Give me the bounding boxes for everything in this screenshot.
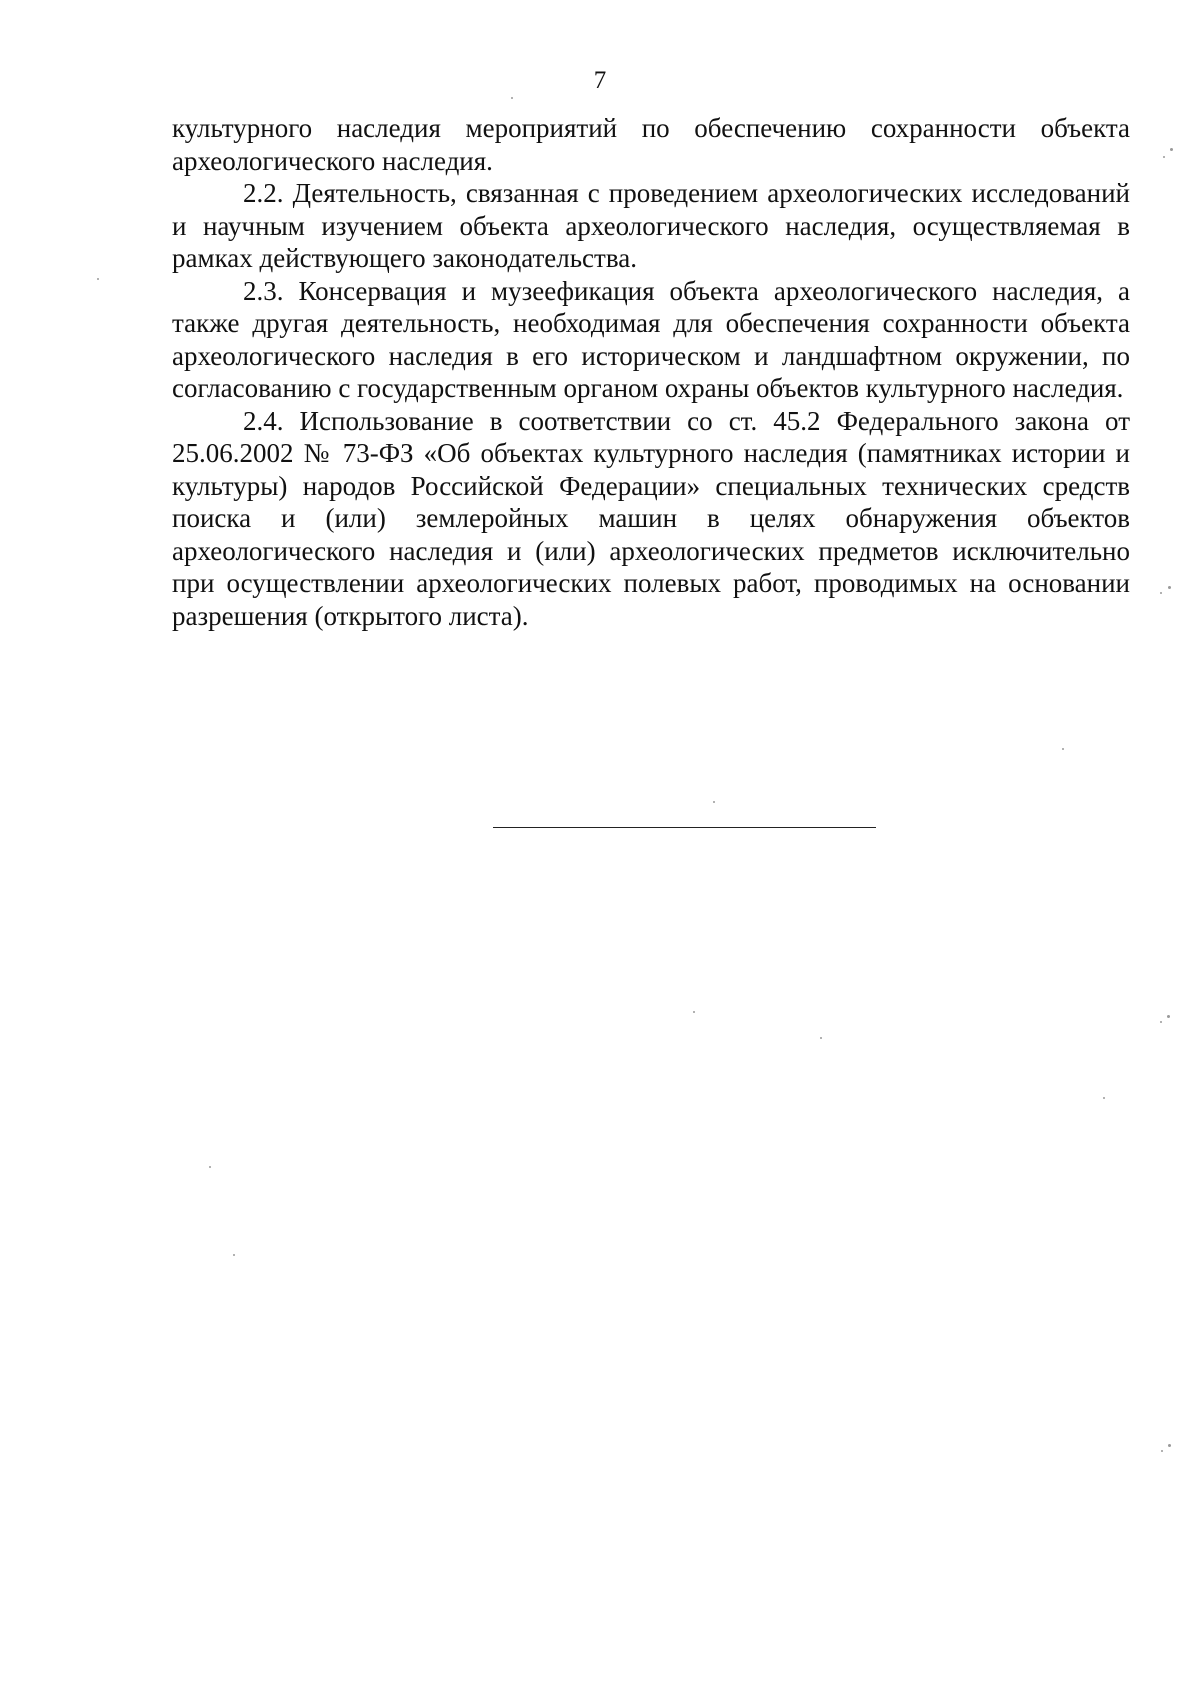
scan-speck	[511, 97, 513, 99]
scan-speck	[233, 1254, 235, 1256]
scan-speck	[97, 278, 99, 280]
scan-speck	[1170, 148, 1173, 151]
paragraph-2-3: 2.3. Консервация и музеефикация объекта археологического наследия, а также другая деятельность, необходимая для обеспечения сохранности объекта археологического наследия в его историческом и ландшафтном окружении, по согласованию с государственным органом охраны объектов культурного наследия.	[172, 275, 1130, 403]
scan-speck	[820, 1037, 822, 1039]
scan-speck	[693, 1011, 695, 1013]
scan-speck	[1161, 1450, 1163, 1452]
scan-speck	[1168, 586, 1171, 589]
scan-speck	[1160, 1021, 1162, 1023]
scan-speck	[209, 1166, 211, 1168]
scan-speck	[1168, 1444, 1171, 1447]
scan-speck	[1160, 592, 1162, 594]
paragraph-2-2: 2.2. Деятельность, связанная с проведением археологических исследований и научным изучением объекта археологического наследия, осуществляемая в рамках действующего законодательства.	[172, 178, 1130, 273]
scan-speck	[713, 801, 715, 803]
scan-speck	[1062, 748, 1064, 750]
end-divider-line	[493, 827, 876, 828]
scan-speck	[1163, 156, 1165, 158]
scan-speck	[1167, 1015, 1170, 1018]
document-body	[172, 112, 1130, 632]
page-number: 7	[593, 67, 607, 94]
scan-speck	[1103, 1097, 1105, 1099]
paragraph-continuation: культурного наследия мероприятий по обеспечению сохранности объекта археологического наследия.	[172, 113, 1130, 176]
paragraph-2-4: 2.4. Использование в соответствии со ст. 45.2 Федерального закона от 25.06.2002 № 73-ФЗ «Об объектах культурного наследия (памятниках истории и культуры) народов Российской Федерации» специальных технических средств поиска и (или) землеройных машин в целях обнаружения объектов археологического наследия и (или) археологических предметов исключительно при осуществлении археологических полевых работ, проводимых на основании разрешения (открытого листа).	[172, 405, 1130, 631]
